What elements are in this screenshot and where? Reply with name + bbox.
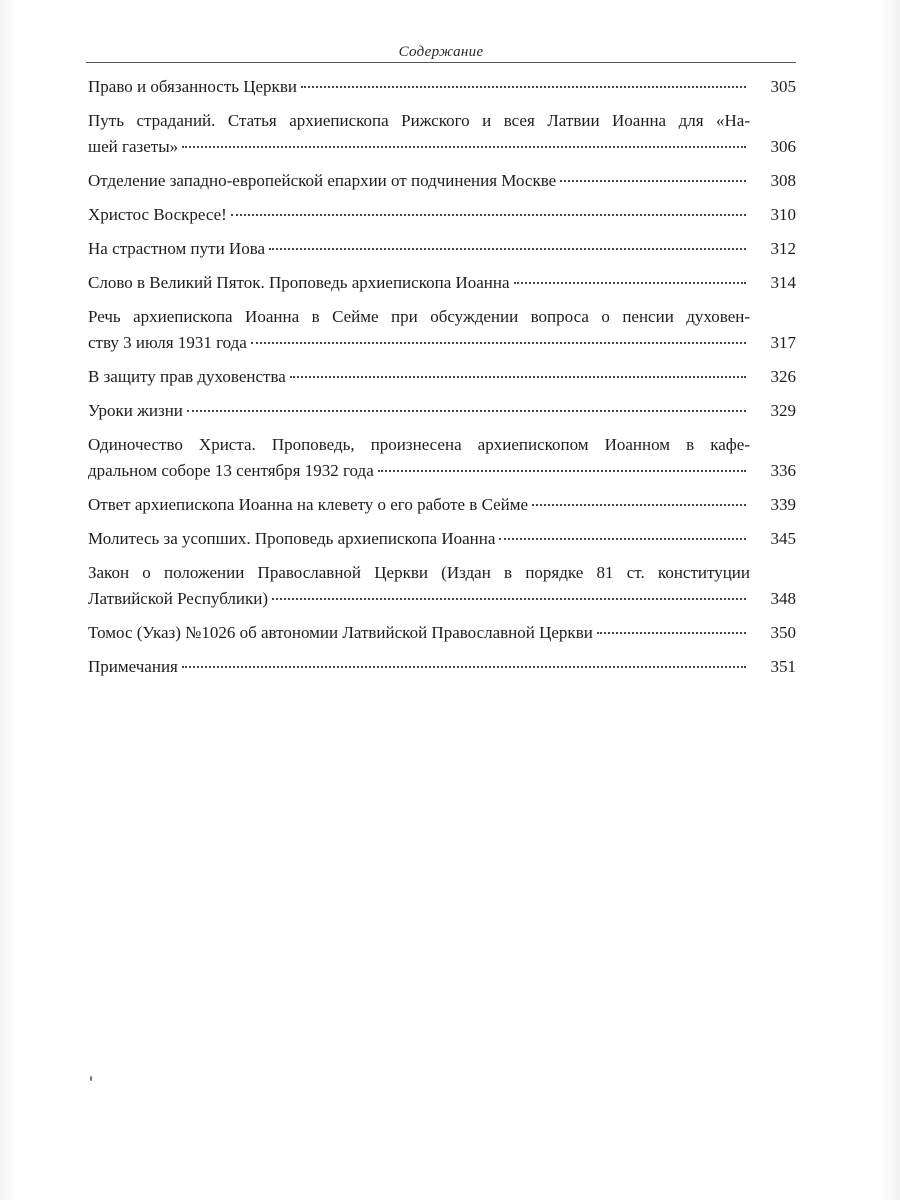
toc-entry[interactable] xyxy=(88,526,796,552)
running-head: Содержание xyxy=(398,44,484,60)
toc-entry-title: шей газеты» xyxy=(88,137,179,156)
toc-page-number: 329 xyxy=(770,401,796,420)
toc-entry-title-last-line xyxy=(88,492,750,518)
toc-entry-title-last-line xyxy=(88,330,750,356)
toc-entry-title: Право и обязанность Церкви xyxy=(88,77,297,96)
toc-entry-title: Латвийской Республики) xyxy=(88,589,269,608)
dot-leader xyxy=(231,214,746,216)
toc-entry-title-last-line xyxy=(88,236,750,262)
toc-entry[interactable] xyxy=(88,304,796,356)
toc-entry-title-last-line xyxy=(88,526,750,552)
paper-speck xyxy=(90,1076,92,1081)
toc-page-number: 351 xyxy=(770,657,796,676)
toc-entry-title: ству 3 июля 1931 года xyxy=(88,333,247,352)
toc-entry-title-last-line xyxy=(88,202,750,228)
toc-page-number: 348 xyxy=(770,589,796,608)
toc-entry-title: Томос (Указ) №1026 об автономии Латвийской Православной Церкви xyxy=(88,623,593,642)
toc-entry-title: Отделение западно-европейской епархии от подчинения Москве xyxy=(88,171,557,190)
dot-leader xyxy=(290,376,746,378)
toc-entry[interactable] xyxy=(88,270,796,296)
toc-entry-title-last-line xyxy=(88,364,750,390)
toc-entry-title-line: Речь архиепископа Иоанна в Сейме при обсуждении вопроса о пенсии духовен- xyxy=(88,307,750,326)
toc-entry[interactable] xyxy=(88,398,796,424)
toc-page-number: 308 xyxy=(770,171,796,190)
toc-entry-title-last-line xyxy=(88,74,750,100)
dot-leader xyxy=(514,282,746,284)
dot-leader xyxy=(499,538,746,540)
toc-entry-title: дральном соборе 13 сентября 1932 года xyxy=(88,461,374,480)
toc-entry[interactable] xyxy=(88,74,796,100)
toc-page-number: 339 xyxy=(770,495,796,514)
toc-page-number: 305 xyxy=(770,77,796,96)
toc-entry-title: Примечания xyxy=(88,657,178,676)
toc-entry-title: Христос Воскресе! xyxy=(88,205,227,224)
toc-entry[interactable] xyxy=(88,202,796,228)
dot-leader xyxy=(532,504,746,506)
dot-leader xyxy=(378,470,746,472)
toc-page-number: 336 xyxy=(770,461,796,480)
toc-entry-title: Слово в Великий Пяток. Проповедь архиепископа Иоанна xyxy=(88,273,510,292)
header-rule xyxy=(86,62,796,63)
toc-page-number: 345 xyxy=(770,529,796,548)
toc-entry-title-last-line xyxy=(88,398,750,424)
toc-entry-title-last-line xyxy=(88,168,750,194)
dot-leader xyxy=(182,666,746,668)
toc-page-number: 317 xyxy=(770,333,796,352)
toc-entry-title: Молитесь за усопших. Проповедь архиепископа Иоанна xyxy=(88,529,496,548)
toc-page-number: 314 xyxy=(770,273,796,292)
toc-entry[interactable] xyxy=(88,492,796,518)
toc-entry-title-line: Одиночество Христа. Проповедь, произнесена архиепископом Иоанном в кафе- xyxy=(88,435,750,454)
toc-entry[interactable] xyxy=(88,560,796,612)
toc-page-number: 350 xyxy=(770,623,796,642)
toc-entry-title: В защиту прав духовенства xyxy=(88,367,286,386)
dot-leader xyxy=(272,598,746,600)
dot-leader xyxy=(301,86,746,88)
dot-leader xyxy=(269,248,746,250)
dot-leader xyxy=(182,146,746,148)
toc-page-number: 312 xyxy=(770,239,796,258)
toc-entry[interactable] xyxy=(88,236,796,262)
dot-leader xyxy=(251,342,746,344)
toc-entry-title-last-line xyxy=(88,586,750,612)
toc-entry-title-last-line xyxy=(88,654,750,680)
toc-entry-title: На страстном пути Иова xyxy=(88,239,266,258)
dot-leader xyxy=(597,632,746,634)
toc-entry-title-last-line xyxy=(88,620,750,646)
toc-entry[interactable] xyxy=(88,168,796,194)
toc-entry[interactable] xyxy=(88,364,796,390)
toc-page-number: 310 xyxy=(770,205,796,224)
toc-entry-title: Уроки жизни xyxy=(88,401,183,420)
toc-entry[interactable] xyxy=(88,432,796,484)
toc-entry-title-line: Путь страданий. Статья архиепископа Рижского и всея Латвии Иоанна для «На- xyxy=(88,111,750,130)
toc-entry-title-line: Закон о положении Православной Церкви (Издан в порядке 81 ст. конституции xyxy=(88,563,750,582)
toc-entry-title-last-line xyxy=(88,270,750,296)
toc-entry-title-last-line xyxy=(88,134,750,160)
toc-page-number: 326 xyxy=(770,367,796,386)
toc-entry[interactable] xyxy=(88,654,796,680)
dot-leader xyxy=(560,180,746,182)
dot-leader xyxy=(187,410,746,412)
toc-entry-title-last-line xyxy=(88,458,750,484)
toc-entry-title: Ответ архиепископа Иоанна на клевету о его работе в Сейме xyxy=(88,495,529,514)
table-of-contents xyxy=(88,66,796,680)
toc-entry[interactable] xyxy=(88,108,796,160)
toc-entry[interactable] xyxy=(88,620,796,646)
toc-page-number: 306 xyxy=(770,137,796,156)
